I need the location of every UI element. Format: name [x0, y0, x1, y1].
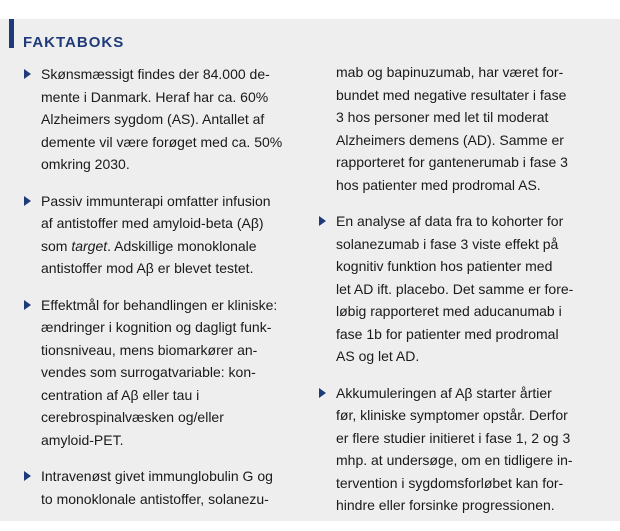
text-run: 3 hos personer med let til moderat	[336, 109, 549, 125]
text-run: centration af Aβ eller tau i	[41, 386, 200, 403]
text-run: kognitiv funktion hos patienter med	[336, 258, 553, 274]
text-run: mab og bapinuzumab, har været for-	[336, 64, 564, 80]
bullet-text	[41, 66, 282, 172]
continuation-text	[336, 64, 568, 193]
text-run: cerebrospinalvæsken og/eller	[41, 409, 224, 425]
text-run: to monoklonale antistoffer, solanezu-	[41, 490, 269, 507]
bullet-item	[23, 294, 295, 452]
fact-box-title: FAKTABOKS	[23, 34, 125, 51]
bullet-text	[336, 213, 573, 364]
text-run: vendes som surrogatvariable: kon-	[41, 364, 256, 380]
bullet-item	[23, 190, 295, 280]
text-run: AS og let AD.	[336, 348, 420, 364]
bullet-triangle-icon	[24, 300, 31, 310]
text-run: Skønsmæssigt findes der 84.000 de-	[41, 66, 270, 82]
bullet-item	[23, 63, 295, 176]
text-run: solanezumab i fase 3 viste effekt på	[336, 235, 559, 252]
bullet-triangle-icon	[319, 216, 326, 226]
fact-box	[0, 19, 620, 521]
text-run: tervention i sygdomsforløbet kan for-	[336, 474, 564, 491]
bullet-text	[336, 385, 573, 514]
text-run: let AD ift. placebo. Det samme er fore-	[336, 280, 574, 297]
text-run: fase 1b for patienter med prodromal	[336, 325, 559, 342]
italic-term: target	[71, 237, 108, 254]
text-run: som	[41, 237, 72, 254]
text-run: Passiv immunterapi omfatter infusion	[41, 192, 271, 209]
bullet-item	[318, 210, 608, 368]
bullet-text	[41, 468, 273, 507]
text-run: Akkumuleringen af Aβ starter årtier	[336, 384, 552, 401]
text-run: løbig rapporteret med aducanumab i	[336, 303, 562, 319]
text-run: rapporteret for gantenerumab i fase 3	[336, 154, 568, 170]
bullet-triangle-icon	[24, 471, 31, 481]
text-run: Effektmål for behandlingen er kliniske:	[41, 296, 278, 313]
text-run: demente vil være forøget med ca. 50%	[41, 133, 283, 150]
bullet-continuation	[318, 61, 608, 196]
bullet-text	[41, 297, 277, 448]
left-column	[23, 63, 295, 524]
text-run: før, kliniske symptomer opstår. Derfor	[336, 407, 568, 423]
text-run: er flere studier initieret i fase 1, 2 og 3	[336, 429, 571, 446]
text-run: hos patienter med prodromal AS.	[336, 176, 541, 193]
bullet-triangle-icon	[319, 388, 326, 398]
text-run: ændringer i kognition og dagligt funk-	[41, 319, 272, 335]
bullet-item	[23, 465, 295, 510]
text-run: Alzheimers demens (AD). Samme er	[336, 131, 564, 148]
text-run: tionsniveau, mens biomarkører an-	[41, 341, 258, 358]
text-run: mente i Danmark. Heraf har ca. 60%	[41, 88, 269, 105]
text-run: bundet med negative resultater i fase	[336, 86, 567, 103]
bullet-item	[318, 382, 608, 517]
text-run: omkring 2030.	[41, 156, 130, 172]
text-run: antistoffer mod Aβ er blevet testet.	[41, 260, 254, 276]
text-run: amyloid-PET.	[41, 431, 124, 448]
text-run: hindre eller forsinke progressionen.	[336, 497, 555, 513]
text-run: af antistoffer med amyloid-beta (Aβ)	[41, 215, 264, 231]
accent-bar	[9, 19, 14, 48]
text-run: Intravenøst givet immunglobulin G og	[41, 468, 273, 484]
bullet-text	[41, 193, 271, 277]
right-column	[318, 62, 608, 531]
bullet-triangle-icon	[24, 69, 31, 79]
text-run: En analyse af data fra to kohorter for	[336, 213, 564, 229]
text-run: mhp. at undersøge, om en tidligere in-	[336, 452, 573, 468]
text-run: Alzheimers sygdom (AS). Antallet af	[41, 111, 265, 127]
text-run: . Adskillige monoklonale	[107, 237, 257, 254]
bullet-triangle-icon	[24, 196, 31, 206]
